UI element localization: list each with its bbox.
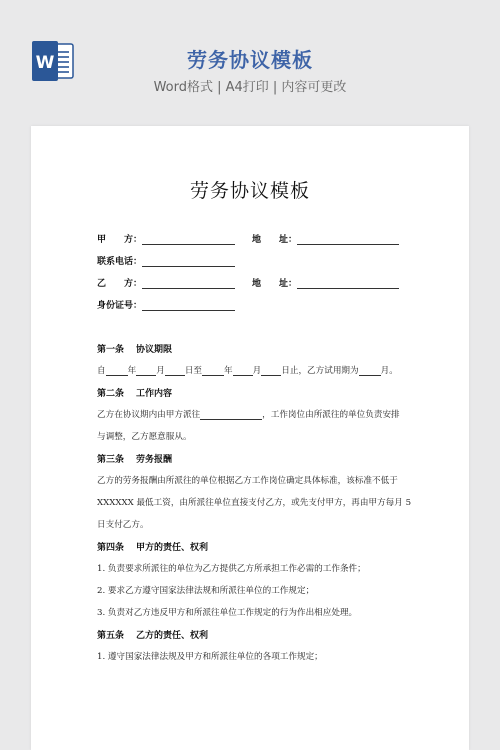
section-5-heading: [97, 628, 208, 641]
section-number: 第四条: [97, 543, 125, 553]
address-2-blank[interactable]: [297, 280, 399, 289]
address-2-field: [252, 276, 399, 289]
assigned-unit-blank[interactable]: [200, 411, 262, 420]
section-name: 协议期限: [136, 345, 173, 355]
term-text: 月。: [380, 366, 398, 376]
month-blank[interactable]: [136, 367, 156, 376]
month-blank[interactable]: [233, 367, 253, 376]
section-name: 工作内容: [136, 389, 173, 399]
header-banner: [0, 0, 500, 125]
work-line-2: 与调整，乙方愿意服从。: [97, 432, 192, 442]
section-number: 第一条: [97, 345, 125, 355]
section-3-heading: [97, 452, 172, 465]
phone-field: [97, 254, 235, 267]
phone-label: 联系电话：: [97, 257, 143, 267]
year-blank[interactable]: [202, 367, 224, 376]
term-line: [97, 364, 398, 376]
term-text: 年: [224, 366, 233, 376]
work-text: 乙方在协议期内由甲方派往: [97, 410, 201, 420]
term-text: 年: [127, 366, 137, 376]
year-blank[interactable]: [106, 367, 128, 376]
section-name: 乙方的责任、权利: [136, 631, 209, 641]
party-a-label: 甲 方：: [97, 235, 143, 245]
svg-text:W: W: [35, 53, 55, 73]
term-text: 月: [252, 366, 262, 376]
id-label: 身份证号：: [97, 301, 143, 311]
work-line-1: [97, 408, 400, 420]
term-text: 月: [156, 366, 165, 376]
term-text: 日止，乙方试用期为: [281, 366, 359, 376]
document-title: 劳务协议模板: [189, 180, 310, 202]
address-1-field: [252, 232, 399, 245]
banner-title: 劳务协议模板: [187, 48, 313, 72]
section-number: 第三条: [97, 455, 125, 465]
phone-blank[interactable]: [142, 258, 235, 267]
pay-line-3: 日支付乙方。: [97, 520, 149, 530]
party-a-duty-2: 2. 要求乙方遵守国家法律法规和所派往单位的工作规定；: [97, 586, 315, 596]
term-text: 日至: [184, 366, 203, 376]
pay-line-1: 乙方的劳务报酬由所派往的单位根据乙方工作岗位确定具体标准，该标准不低于: [97, 476, 398, 486]
party-b-label: 乙 方：: [97, 279, 143, 289]
work-text: ，工作岗位由所派往的单位负责安排: [262, 410, 400, 420]
day-blank[interactable]: [165, 367, 185, 376]
section-4-heading: [97, 540, 208, 553]
address-1-blank[interactable]: [297, 236, 399, 245]
document-page: [31, 126, 469, 750]
party-b-field: [97, 276, 235, 289]
party-b-blank[interactable]: [142, 280, 235, 289]
party-a-duty-3: 3. 负责对乙方违反甲方和所派往单位工作规定的行为作出相应处理。: [97, 608, 358, 618]
pay-line-2: XXXXXX 最低工资，由所派往单位直接支付乙方，或先支付甲方，再由甲方每月 5: [97, 498, 412, 508]
id-field: [97, 298, 235, 311]
section-2-heading: [97, 386, 172, 399]
party-b-duty-1: 1. 遵守国家法律法规及甲方和所派往单位的各项工作规定；: [97, 652, 323, 662]
section-1-heading: [97, 342, 172, 355]
party-a-blank[interactable]: [142, 236, 235, 245]
probation-blank[interactable]: [359, 367, 381, 376]
section-name: 劳务报酬: [136, 455, 173, 465]
banner-subtitle: Word格式 | A4打印 | 内容可更改: [153, 80, 347, 95]
section-number: 第五条: [97, 631, 125, 641]
party-a-field: [97, 232, 235, 245]
address-1-label: 地 址：: [252, 235, 298, 245]
section-number: 第二条: [97, 389, 125, 399]
term-text: 自: [97, 366, 106, 376]
party-a-duty-1: 1. 负责要求所派往的单位为乙方提供乙方所承担工作必需的工作条件；: [97, 564, 366, 574]
id-blank[interactable]: [142, 302, 235, 311]
section-name: 甲方的责任、权利: [136, 543, 209, 553]
address-2-label: 地 址：: [252, 279, 298, 289]
day-blank[interactable]: [261, 367, 281, 376]
